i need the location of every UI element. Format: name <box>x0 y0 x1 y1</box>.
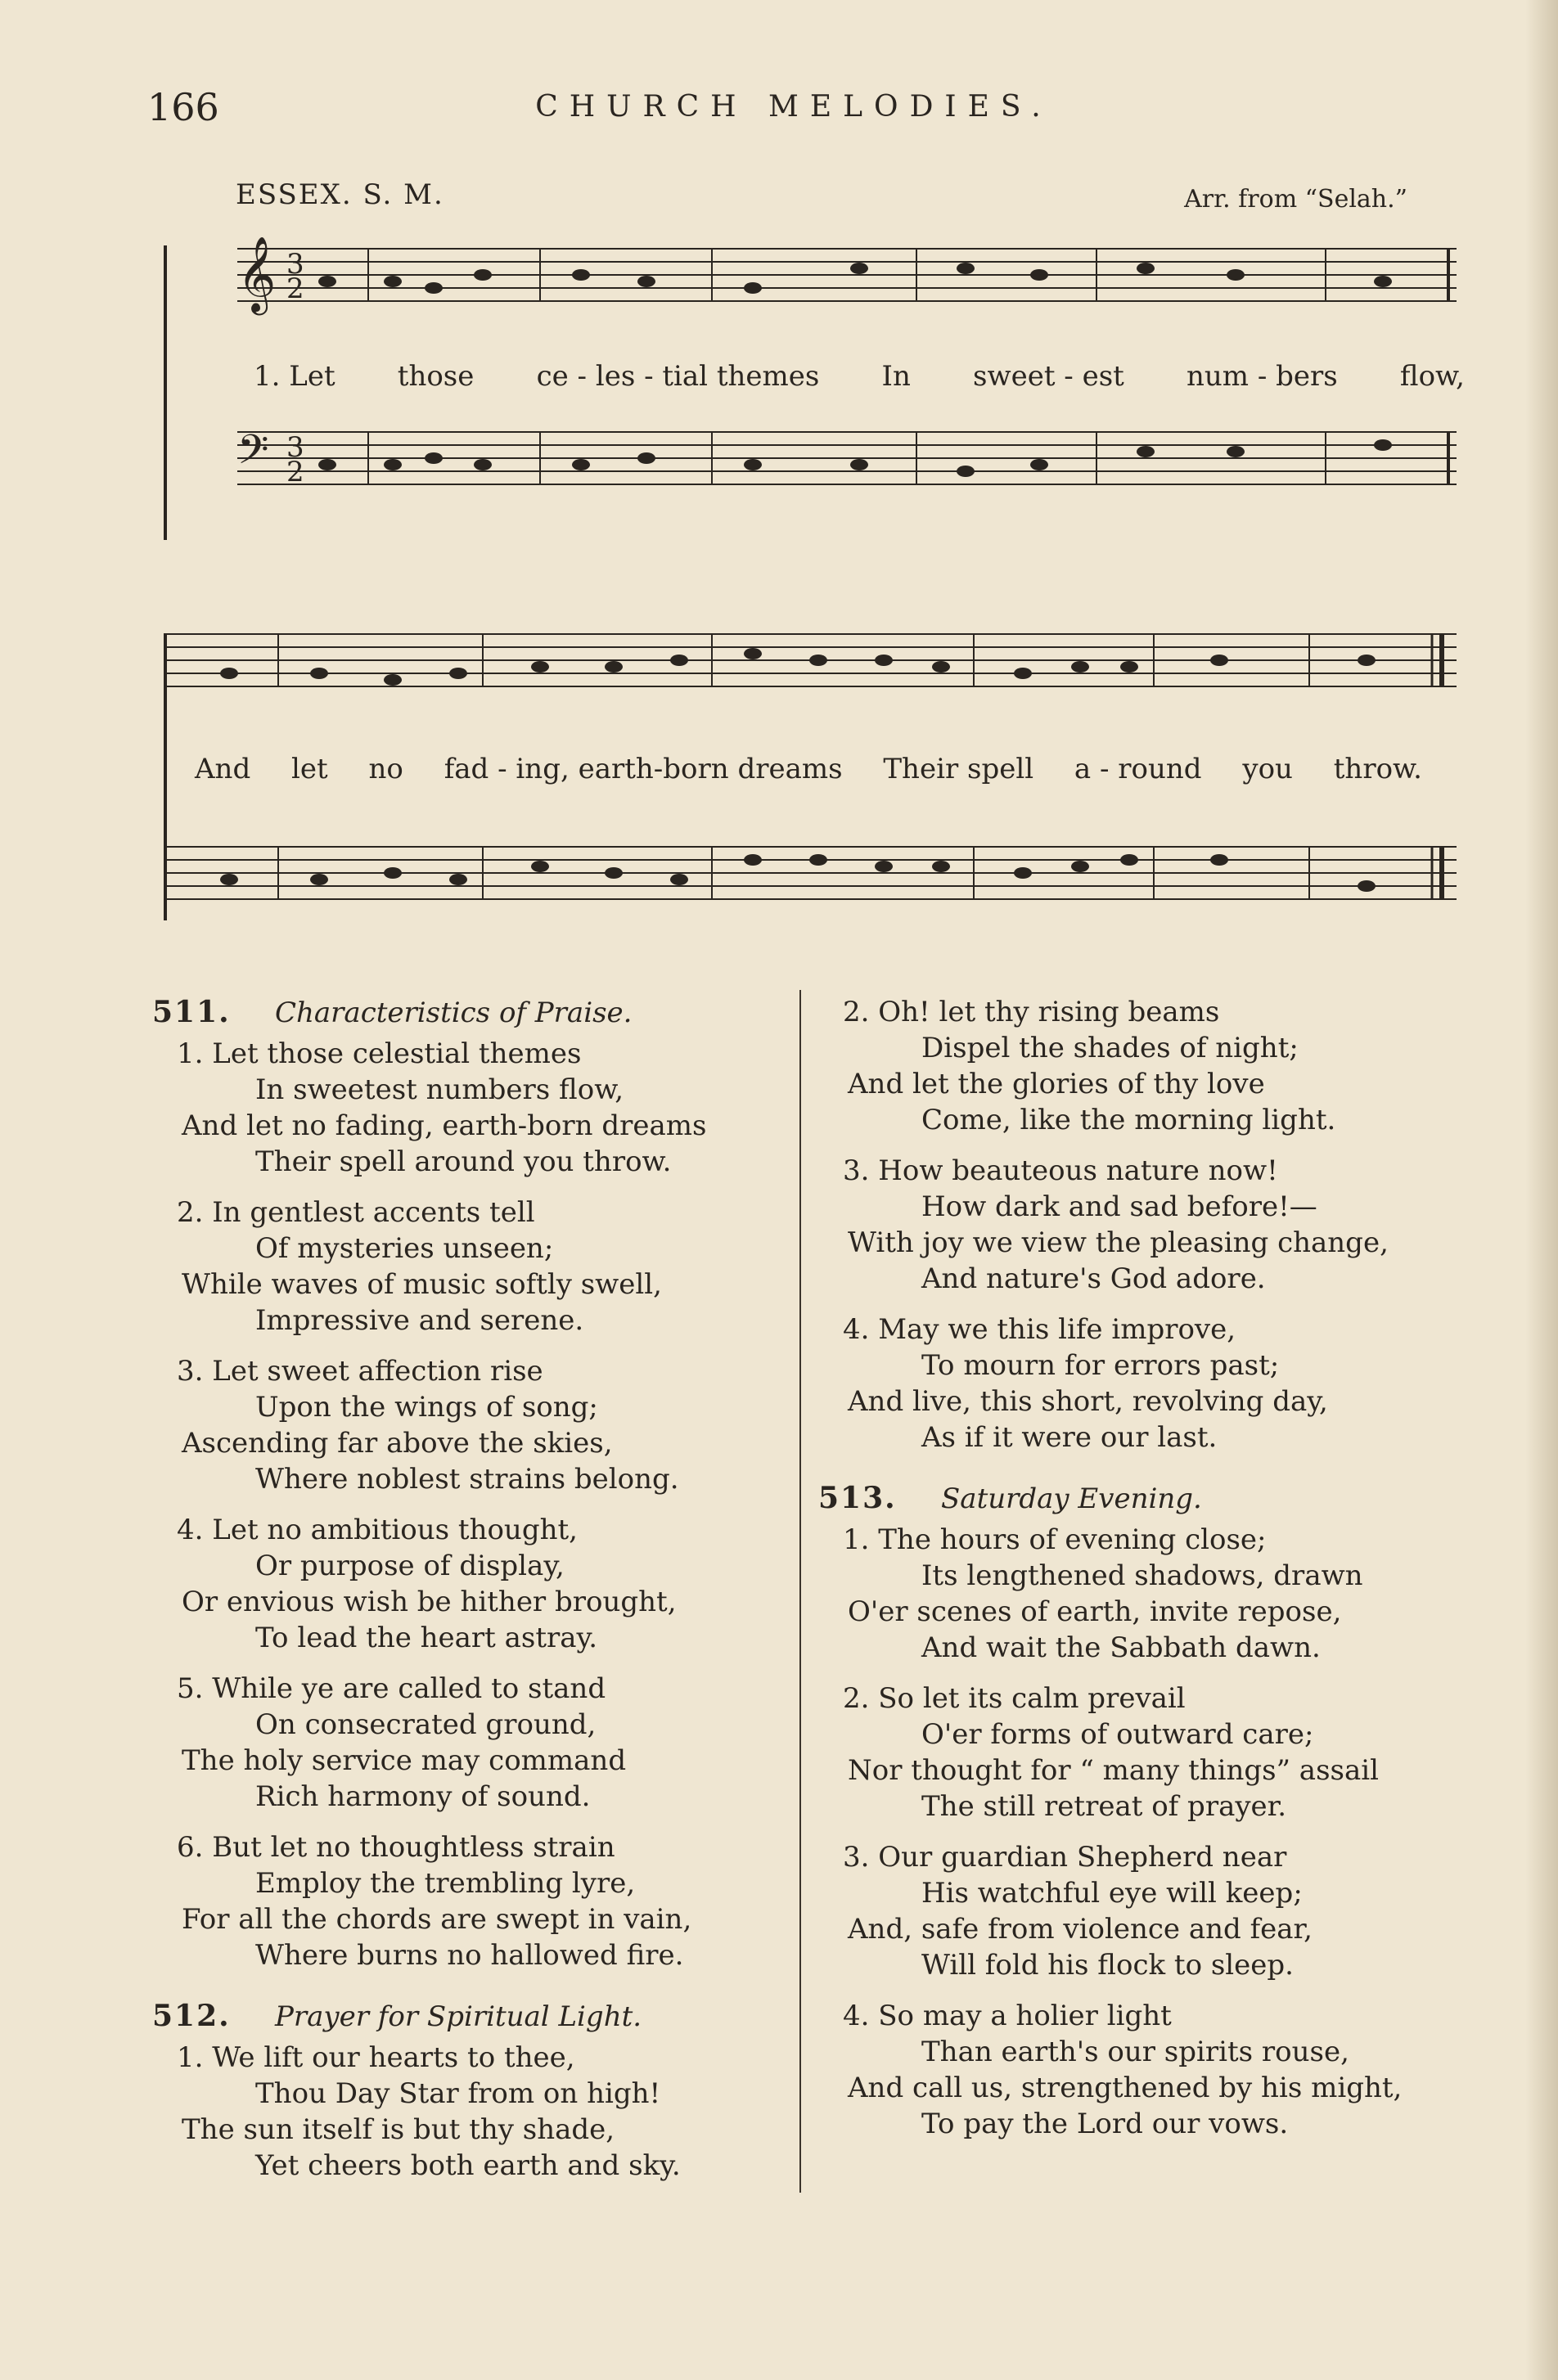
music-system-2 <box>155 610 1465 937</box>
hymn-heading <box>152 994 758 1031</box>
lyric-syllable: a - round <box>1074 753 1202 785</box>
lyric-syllable: 1. Let <box>254 360 335 393</box>
verse-line: Where burns no hallowed fire. <box>255 1939 684 1972</box>
page-edge-shadow <box>1525 0 1558 2380</box>
tune-name: ESSEX. S. M. <box>236 178 444 211</box>
column-divider <box>799 990 801 2193</box>
verse-line: Employ the trembling lyre, <box>255 1867 636 1900</box>
svg-text:2: 2 <box>286 272 304 305</box>
left-column <box>152 994 758 2208</box>
svg-text:2: 2 <box>286 456 304 488</box>
lyric-line-1 <box>254 360 1465 393</box>
hymn-heading <box>818 1480 1473 1517</box>
stanza <box>152 1671 758 1815</box>
verse-line: The still retreat of prayer. <box>921 1790 1287 1823</box>
svg-text:𝄢: 𝄢 <box>237 426 269 484</box>
verse-line: Their spell around you throw. <box>255 1145 672 1178</box>
svg-text:𝄞: 𝄞 <box>237 236 277 312</box>
verse-line: 1. Let those celestial themes <box>177 1037 582 1070</box>
hymn-title: Characteristics of Praise. <box>275 997 633 1029</box>
stanza <box>818 1522 1473 1666</box>
verse-line: And live, this short, revolving day, <box>848 1385 1328 1418</box>
lyric-syllable: let <box>291 753 328 785</box>
verse-line: Ascending far above the skies, <box>182 1427 613 1460</box>
verse-line: 4. So may a holier light <box>843 2000 1172 2032</box>
hymn-title: Prayer for Spiritual Light. <box>275 2000 642 2033</box>
lyric-syllable: those <box>397 360 475 393</box>
stanza <box>818 994 1473 1138</box>
verse-line: 1. The hours of evening close; <box>843 1523 1267 1556</box>
verse-line: Nor thought for “ many things” assail <box>848 1754 1379 1787</box>
stanza <box>152 1829 758 1973</box>
lyric-syllable: And <box>195 753 251 785</box>
verse-line: As if it were our last. <box>921 1421 1218 1454</box>
verse-line: And let the glories of thy love <box>848 1068 1265 1100</box>
stanza <box>152 1512 758 1656</box>
svg-text:3: 3 <box>286 248 304 281</box>
stanza <box>152 1353 758 1497</box>
verse-line: O'er forms of outward care; <box>921 1718 1314 1751</box>
hymn <box>152 994 758 1973</box>
verse-line: And wait the Sabbath dawn. <box>921 1631 1321 1664</box>
verse-line: The sun itself is but thy shade, <box>182 2113 615 2146</box>
verse-line: 3. Our guardian Shepherd near <box>843 1841 1287 1874</box>
verse-line: 6. But let no thoughtless strain <box>177 1831 615 1864</box>
verse-line: Thou Day Star from on high! <box>255 2077 661 2110</box>
verse-line: Where noblest strains belong. <box>255 1463 679 1496</box>
lyric-line-2 <box>195 753 1422 785</box>
verse-line: Or purpose of display, <box>255 1550 565 1582</box>
verse-line: Or envious wish be hither brought, <box>182 1586 677 1618</box>
lyric-syllable: no <box>368 753 403 785</box>
verse-line: The holy service may command <box>182 1744 627 1777</box>
verse-line: Impressive and serene. <box>255 1304 584 1337</box>
hymn <box>152 1998 758 2184</box>
hymn <box>818 994 1473 1455</box>
verse-line: How dark and sad before!— <box>921 1190 1317 1223</box>
verse-line: Come, like the morning light. <box>921 1104 1336 1136</box>
verse-line: Upon the wings of song; <box>255 1391 598 1424</box>
verse-line: Yet cheers both earth and sky. <box>255 2149 681 2182</box>
hymn <box>818 1480 1473 2142</box>
lyric-syllable: In <box>881 360 911 393</box>
hymn-number: 511. <box>152 995 231 1029</box>
music-system-1 <box>155 229 1465 556</box>
verse-line: 4. May we this life improve, <box>843 1313 1236 1346</box>
verse-line: To mourn for errors past; <box>921 1349 1280 1382</box>
stanza <box>818 1153 1473 1297</box>
verse-line: And nature's God adore. <box>921 1262 1266 1295</box>
verse-line: With joy we view the pleasing change, <box>848 1226 1389 1259</box>
lyric-syllable: num - bers <box>1187 360 1338 393</box>
verse-line: Will fold his flock to sleep. <box>921 1949 1294 1982</box>
stanza <box>152 1036 758 1180</box>
lyric-syllable: throw. <box>1333 753 1422 785</box>
verse-line: Than earth's our spirits rouse, <box>921 2036 1349 2068</box>
page-header <box>147 85 1440 134</box>
verse-line: 4. Let no ambitious thought, <box>177 1514 578 1546</box>
lyric-syllable: Their spell <box>883 753 1034 785</box>
stanza <box>152 1194 758 1338</box>
stanza <box>818 1311 1473 1455</box>
stanza <box>818 1839 1473 1983</box>
verse-line: Its lengthened shadows, drawn <box>921 1559 1363 1592</box>
verse-line: 2. In gentlest accents tell <box>177 1196 535 1229</box>
hymn-number: 512. <box>152 1999 231 2033</box>
running-title: CHURCH MELODIES. <box>535 90 1052 124</box>
hymn-heading <box>152 1998 758 2035</box>
verse-line: Dispel the shades of night; <box>921 1032 1299 1064</box>
verse-line: 3. How beauteous nature now! <box>843 1154 1278 1187</box>
verse-line: While waves of music softly swell, <box>182 1268 662 1301</box>
verse-line: 3. Let sweet affection rise <box>177 1355 543 1388</box>
svg-text:3: 3 <box>286 431 304 464</box>
stanza <box>818 1680 1473 1824</box>
verse-line: O'er scenes of earth, invite repose, <box>848 1595 1342 1628</box>
lyric-syllable: ce - les - tial themes <box>536 360 820 393</box>
stanza <box>818 1998 1473 2142</box>
verse-line: Of mysteries unseen; <box>255 1232 554 1265</box>
lyric-syllable: you <box>1242 753 1293 785</box>
verse-line: 2. Oh! let thy rising beams <box>843 996 1220 1028</box>
music-staves-1 <box>155 229 1465 556</box>
page-number: 166 <box>147 85 219 129</box>
verse-line: 1. We lift our hearts to thee, <box>177 2041 575 2074</box>
verse-line: 5. While ye are called to stand <box>177 1672 606 1705</box>
verse-line: 2. So let its calm prevail <box>843 1682 1186 1715</box>
verse-line: For all the chords are swept in vain, <box>182 1903 692 1936</box>
hymn-number: 513. <box>818 1481 897 1515</box>
lyric-syllable: flow, <box>1399 360 1465 393</box>
stanza <box>152 2040 758 2184</box>
hymn-title: Saturday Evening. <box>941 1482 1202 1515</box>
lyric-syllable: sweet - est <box>973 360 1124 393</box>
verse-line: On consecrated ground, <box>255 1708 597 1741</box>
verse-line: His watchful eye will keep; <box>921 1877 1303 1910</box>
verse-line: In sweetest numbers flow, <box>255 1073 624 1106</box>
verse-line: To lead the heart astray. <box>255 1622 598 1654</box>
verse-line: And let no fading, earth-born dreams <box>182 1109 707 1142</box>
verse-line: And, safe from violence and fear, <box>848 1913 1313 1946</box>
verse-line: Rich harmony of sound. <box>255 1780 591 1813</box>
tune-credit: Arr. from “Selah.” <box>1184 185 1407 214</box>
verse-line: And call us, strengthened by his might, <box>848 2072 1403 2104</box>
lyric-syllable: fad - ing, earth-born dreams <box>444 753 843 785</box>
right-column <box>818 994 1473 2166</box>
verse-line: To pay the Lord our vows. <box>921 2108 1289 2140</box>
